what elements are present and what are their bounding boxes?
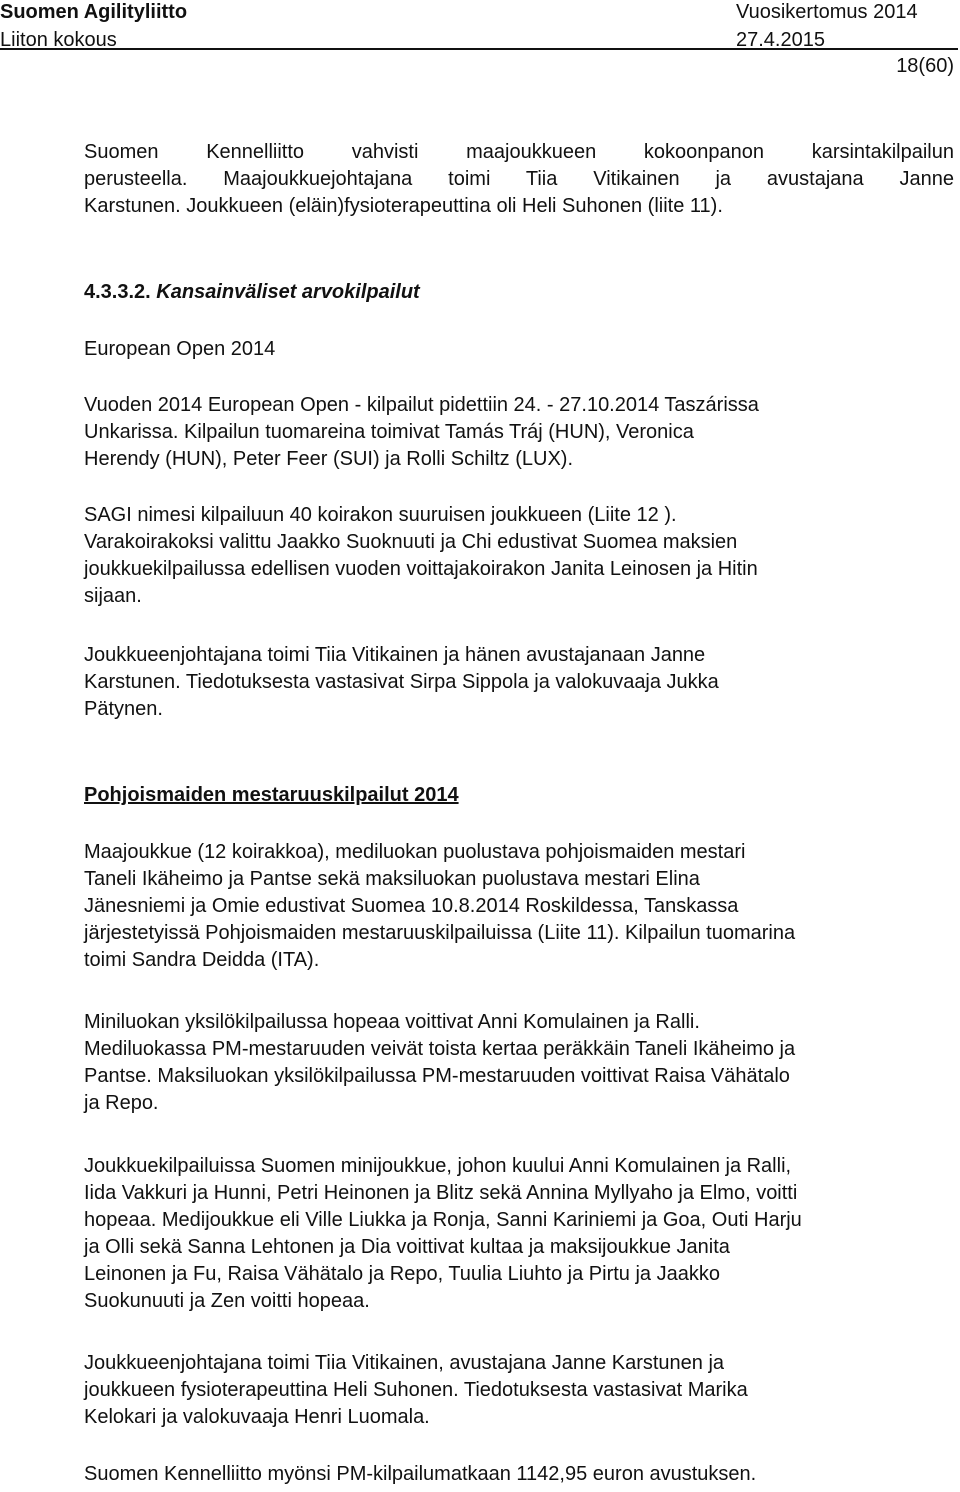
text-line: SAGI nimesi kilpailuun 40 koirakon suuruisen joukkueen (Liite 12 ).	[84, 504, 677, 526]
nordic-heading	[84, 782, 954, 809]
text-line: toimi Sandra Deidda (ITA).	[84, 949, 320, 971]
text-line: Suokunuuti ja Zen voitti hopeaa.	[84, 1290, 370, 1312]
header-report: Vuosikertomus 2014	[736, 1, 918, 23]
text-line: Maajoukkue (12 koirakkoa), mediluokan puolustava pohjoismaiden mestari	[84, 841, 746, 863]
european-open-paragraph-1	[84, 392, 954, 473]
nordic-paragraph-3	[84, 1153, 954, 1315]
text-line: Mediluokassa PM-mestaruuden veivät toista kertaa peräkkäin Taneli Ikäheimo ja	[84, 1038, 796, 1060]
nordic-paragraph-2	[84, 1009, 954, 1117]
text-line: Leinonen ja Fu, Raisa Vähätalo ja Repo, Tuulia Liuhto ja Pirtu ja Jaakko	[84, 1263, 720, 1285]
text-line: Karstunen. Tiedotuksesta vastasivat Sirpa Sippola ja valokuvaaja Jukka	[84, 671, 719, 693]
intro-paragraph	[84, 139, 954, 220]
text-line: ja Olli sekä Sanna Lehtonen ja Dia voittivat kultaa ja maksijoukkue Janita	[84, 1236, 730, 1258]
text-line: joukkueen fysioterapeuttina Heli Suhonen. Tiedotuksesta vastasivat Marika	[84, 1379, 748, 1401]
text-line: Varakoirakoksi valittu Jaakko Suoknuuti ja Chi edustivat Suomea maksien	[84, 531, 738, 553]
text-line: Herendy (HUN), Peter Feer (SUI) ja Rolli Schiltz (LUX).	[84, 448, 573, 470]
text-line: järjestetyissä Pohjoismaiden mestaruuskilpailuissa (Liite 11). Kilpailun tuomarina	[84, 922, 796, 944]
text-line: ja Repo.	[84, 1092, 159, 1114]
page-number: 18(60)	[896, 55, 954, 77]
text-line: sijaan.	[84, 585, 142, 607]
header-rule	[0, 48, 958, 82]
text-line: Vuoden 2014 European Open - kilpailut pidettiin 24. - 27.10.2014 Taszárissa	[84, 394, 759, 416]
text-line: Taneli Ikäheimo ja Pantse sekä maksiluokan puolustava mestari Elina	[84, 868, 700, 890]
text-line: Joukkuekilpailuissa Suomen minijoukkue, johon kuului Anni Komulainen ja Ralli,	[84, 1155, 792, 1177]
text-line: Miniluokan yksilökilpailussa hopeaa voittivat Anni Komulainen ja Ralli.	[84, 1011, 700, 1033]
nordic-paragraph-1	[84, 839, 954, 974]
european-open-heading	[84, 336, 954, 363]
text-line: Joukkueenjohtajana toimi Tiia Vitikainen ja hänen avustajanaan Janne	[84, 644, 706, 666]
nordic-paragraph-4	[84, 1350, 954, 1431]
text-line: hopeaa. Medijoukkue eli Ville Liukka ja Ronja, Sanni Kariniemi ja Goa, Outi Harju	[84, 1209, 802, 1231]
european-open-paragraph-2	[84, 502, 954, 610]
text-line: Joukkueenjohtajana toimi Tiia Vitikainen, avustajana Janne Karstunen ja	[84, 1352, 725, 1374]
text-line: Karstunen. Joukkueen (eläin)fysioterapeuttina oli Heli Suhonen (liite 11).	[84, 195, 723, 217]
text-line: Kelokari ja valokuvaaja Henri Luomala.	[84, 1406, 430, 1428]
text-line: Suomen Kennelliitto myönsi PM-kilpailumatkaan 1142,95 euron avustuksen.	[84, 1463, 757, 1485]
european-open-paragraph-3	[84, 642, 954, 723]
header-rule-line	[0, 48, 958, 50]
subheading: Pohjoismaiden mestaruuskilpailut 2014	[84, 784, 459, 806]
subheading: European Open 2014	[84, 338, 276, 360]
header-date: 27.4.2015	[736, 29, 825, 51]
section-title: Kansainväliset arvokilpailut	[156, 281, 420, 303]
text-line: Jänesniemi ja Omie edustivat Suomea 10.8.2014 Roskildessa, Tanskassa	[84, 895, 739, 917]
text-line: Iida Vakkuri ja Hunni, Petri Heinonen ja Blitz sekä Annina Myllyaho ja Elmo, voitti	[84, 1182, 798, 1204]
header-meeting: Liiton kokous	[0, 29, 117, 51]
section-number: 4.3.3.2.	[84, 281, 151, 303]
text-line: Suomen Kennelliitto vahvisti maajoukkueen kokoonpanon karsintakilpailun	[84, 141, 954, 163]
nordic-paragraph-5	[84, 1461, 954, 1488]
header-org: Suomen Agilityliitto	[0, 1, 188, 23]
text-line: Pätynen.	[84, 698, 163, 720]
page-header	[0, 0, 960, 90]
text-line: joukkuekilpailussa edellisen vuoden voittajakoirakon Janita Leinosen ja Hitin	[84, 558, 758, 580]
text-line: perusteella. Maajoukkuejohtajana toimi Tiia Vitikainen ja avustajana Janne	[84, 168, 954, 190]
section-heading	[84, 279, 954, 306]
text-line: Unkarissa. Kilpailun tuomareina toimivat Tamás Tráj (HUN), Veronica	[84, 421, 694, 443]
text-line: Pantse. Maksiluokan yksilökilpailussa PM-mestaruuden voittivat Raisa Vähätalo	[84, 1065, 790, 1087]
